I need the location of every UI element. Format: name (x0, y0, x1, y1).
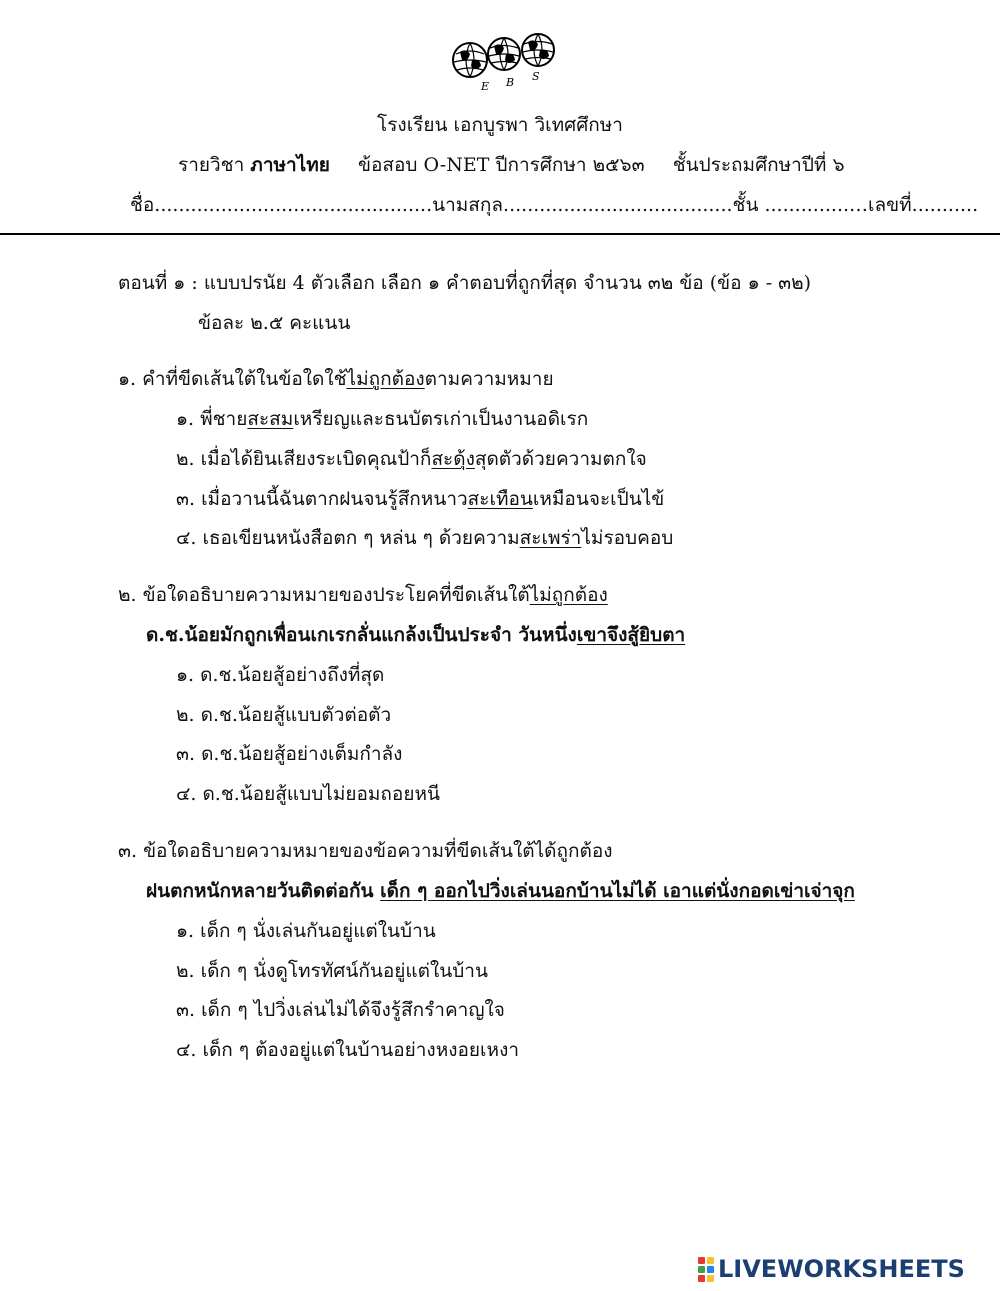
question-1-option-2[interactable] (176, 444, 647, 474)
option-text: ๔. เธอเขียนหนังสือตก ๆ หล่น ๆ ด้วยความ (176, 527, 520, 549)
option-text: สุดตัวด้วยความตกใจ (474, 448, 647, 470)
globe-icon (522, 34, 554, 66)
q2-passage-underlined: เขาจึงสู้ยิบตา (576, 624, 686, 646)
logo-square-icon (707, 1275, 714, 1282)
watermark-text: LIVEWORKSHEETS (718, 1255, 965, 1283)
question-1-stem (118, 364, 554, 394)
school-logo (448, 30, 560, 92)
q3-passage-underlined: เด็ก ๆ ออกไปวิ่งเล่นนอกบ้านไม่ได้ เอาแต่นั่งกอดเข่าเจ่าจุก (380, 880, 855, 902)
subject-label: รายวิชา (178, 154, 245, 176)
subject-name: ภาษาไทย (250, 154, 330, 176)
option-underlined-word: สะดุ้ง (431, 448, 475, 470)
logo-letter-s: S (532, 70, 540, 83)
question-3-option-3[interactable]: ๓. เด็ก ๆ ไปวิ่งเล่นไม่ได้จึงรู้สึกรำคาญใจ (176, 999, 505, 1021)
q1-stem-text: ๑. คำที่ขีดเส้นใต้ในข้อใดใช้ (118, 368, 347, 390)
q2-stem-underlined: ไม่ถูกต้อง (529, 584, 608, 606)
question-2-stem (118, 580, 608, 610)
option-text: เหมือนจะเป็นไข้ (532, 488, 665, 510)
globe-icon (488, 38, 520, 70)
question-3-option-1[interactable]: ๑. เด็ก ๆ นั่งเล่นกันอยู่แต่ในบ้าน (176, 920, 436, 942)
question-2-option-1[interactable]: ๑. ด.ช.น้อยสู้อย่างถึงที่สุด (176, 664, 385, 686)
logo-square-icon (698, 1266, 705, 1273)
question-1-option-3[interactable] (176, 484, 664, 514)
student-info-line[interactable]: ชื่อ..............................................นามสกุล......................................ชั้น ..............…เลขที่........... (130, 194, 979, 216)
q2-stem-text: ๒. ข้อใดอธิบายความหมายของประโยคที่ขีดเส้นใต้ (118, 584, 530, 606)
option-text: ๓. เมื่อวานนี้ฉันตากฝนจนรู้สึกหนาว (176, 488, 468, 510)
logo-letter-b: B (506, 76, 515, 89)
instructions-line1: ตอนที่ ๑ : แบบปรนัย 4 ตัวเลือก เลือก ๑ คำตอบที่ถูกที่สุด จำนวน ๓๒ ข้อ (ข้อ ๑ - ๓๒) (118, 272, 812, 294)
question-2-passage (146, 620, 685, 650)
grade-label: ชั้นประถมศึกษาปีที่ ๖ (672, 154, 845, 176)
option-text: ๑. พี่ชาย (176, 408, 248, 430)
question-3-option-4[interactable]: ๔. เด็ก ๆ ต้องอยู่แต่ในบ้านอย่างหงอยเหงา (176, 1039, 520, 1061)
globe-icon (453, 43, 487, 77)
question-2-option-2[interactable]: ๒. ด.ช.น้อยสู้แบบตัวต่อตัว (176, 704, 392, 726)
question-3-option-2[interactable]: ๒. เด็ก ๆ นั่งดูโทรทัศน์กันอยู่แต่ในบ้าน (176, 960, 488, 982)
question-1-option-1[interactable] (176, 404, 588, 434)
question-2-option-3[interactable]: ๓. ด.ช.น้อยสู้อย่างเต็มกำลัง (176, 743, 403, 765)
question-1-option-4[interactable] (176, 523, 673, 553)
q3-passage-text: ฝนตกหนักหลายวันติดต่อกัน (146, 880, 381, 902)
q1-stem-underlined: ไม่ถูกต้อง (346, 368, 425, 390)
option-underlined-word: สะสม (247, 408, 294, 430)
question-2-option-4[interactable]: ๔. ด.ช.น้อยสู้แบบไม่ยอมถอยหนี (176, 783, 440, 805)
option-text: ไม่รอบคอบ (581, 527, 674, 549)
option-text: ๒. เมื่อได้ยินเสียงระเบิดคุณป้าก็ (176, 448, 432, 470)
logo-square-icon (698, 1275, 705, 1282)
logo-square-icon (698, 1257, 705, 1264)
option-underlined-word: สะเพร่า (519, 527, 582, 549)
logo-square-icon (707, 1266, 714, 1273)
header-divider (0, 233, 1000, 235)
q2-passage-text: ด.ช.น้อยมักถูกเพื่อนเกเรกลั่นแกล้งเป็นประจำ วันหนึ่ง (146, 624, 577, 646)
logo-square-icon (707, 1257, 714, 1264)
question-3-passage (146, 876, 855, 906)
logo-letter-e: E (481, 80, 490, 92)
school-name: โรงเรียน เอกบูรพา วิเทศศึกษา (377, 114, 623, 136)
option-underlined-word: สะเทือน (467, 488, 533, 510)
subject-line (178, 150, 845, 180)
option-text: เหรียญและธนบัตรเก่าเป็นงานอดิเรก (293, 408, 589, 430)
instructions-line2: ข้อละ ๒.๕ คะแนน (198, 312, 351, 334)
exam-title: ข้อสอบ O-NET ปีการศึกษา ๒๕๖๓ (358, 154, 645, 176)
liveworksheets-watermark (696, 1253, 996, 1285)
question-3-stem: ๓. ข้อใดอธิบายความหมายของข้อความที่ขีดเส้นใต้ได้ถูกต้อง (118, 840, 613, 862)
q1-stem-text-end: ตามความหมาย (424, 368, 554, 390)
